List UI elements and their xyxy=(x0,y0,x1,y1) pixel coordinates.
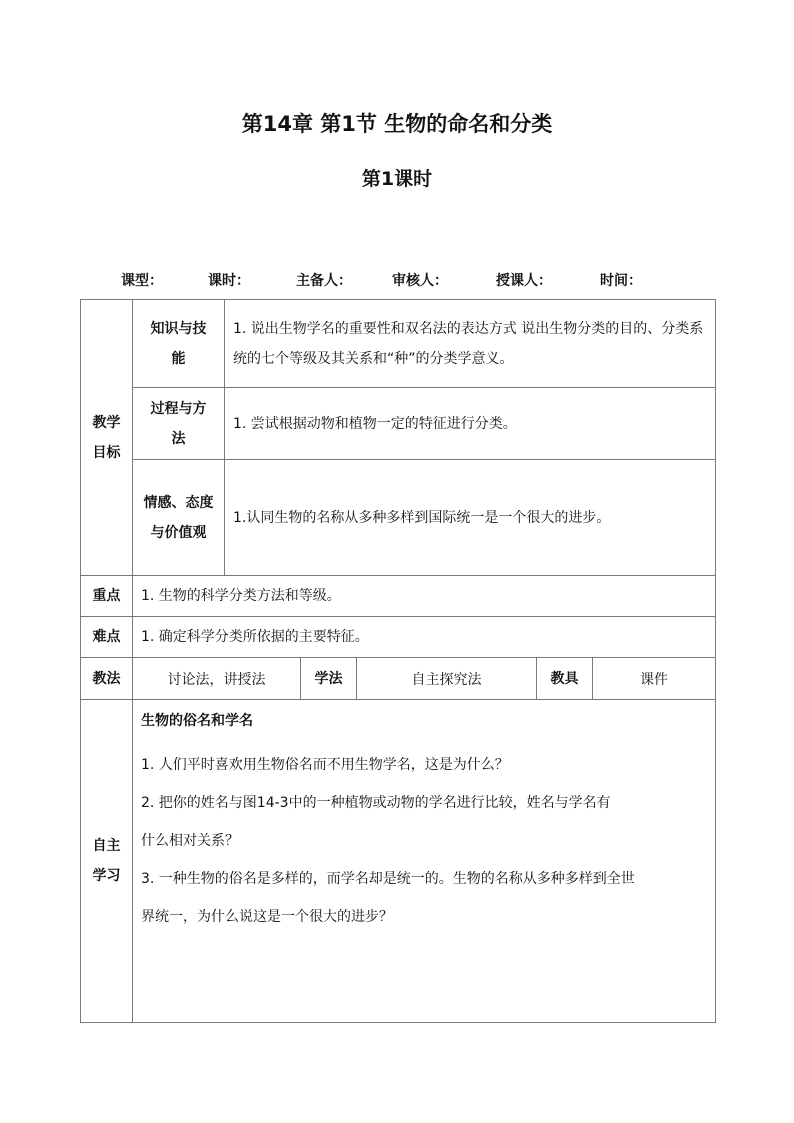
self-study-content xyxy=(133,700,716,1023)
self-study-question-2-line-1: 2. 把你的姓名与图14-3中的一种植物或动物的学名进行比较，姓名与学名有 xyxy=(141,795,611,811)
objectives-label: 教学 目标 xyxy=(81,300,133,576)
meta-lesson-type: 课型： xyxy=(121,273,163,289)
page-title: 第14章 第1节 生物的命名和分类 xyxy=(241,112,553,136)
knowledge-content: 1. 说出生物学名的重要性和双名法的表达方式 说出生物分类的目的、分类系统的七个等级及其关系和“种”的分类学意义。 xyxy=(225,300,716,388)
knowledge-label: 知识与技 能 xyxy=(133,300,225,388)
meta-teacher: 授课人： xyxy=(496,273,552,289)
difficulty-content: 1. 确定科学分类所依据的主要特征。 xyxy=(133,617,716,658)
page-subtitle: 第1课时 xyxy=(361,168,433,190)
self-study-question-2-line-2: 什么相对关系？ xyxy=(141,833,239,849)
key-point-label: 重点 xyxy=(81,576,133,617)
self-study-question-3-line-1: 3. 一种生物的俗名是多样的，而学名却是统一的。生物的名称从多种多样到全世 xyxy=(141,871,635,887)
teaching-method-label: 教法 xyxy=(81,658,133,700)
teaching-tools-value: 课件 xyxy=(593,658,716,700)
learning-method-label: 学法 xyxy=(301,658,357,700)
difficulty-label: 难点 xyxy=(81,617,133,658)
self-study-question-3-line-2: 界统一，为什么说这是一个很大的进步？ xyxy=(141,909,393,925)
process-label: 过程与方 法 xyxy=(133,388,225,460)
attitude-content: 1.认同生物的名称从多种多样到国际统一是一个很大的进步。 xyxy=(225,460,716,576)
attitude-label: 情感、态度 与价值观 xyxy=(133,460,225,576)
meta-preparer: 主备人： xyxy=(296,273,352,289)
learning-method-value: 自主探究法 xyxy=(357,658,537,700)
self-study-label: 自主 学习 xyxy=(81,700,133,1023)
lesson-plan-table xyxy=(80,299,716,1023)
self-study-heading: 生物的俗名和学名 xyxy=(141,713,253,729)
meta-time: 时间： xyxy=(600,273,642,289)
teaching-tools-label: 教具 xyxy=(537,658,593,700)
key-point-content: 1. 生物的科学分类方法和等级。 xyxy=(133,576,716,617)
teaching-method-value: 讨论法，讲授法 xyxy=(133,658,301,700)
meta-period: 课时： xyxy=(208,273,250,289)
self-study-question-1: 1. 人们平时喜欢用生物俗名而不用生物学名，这是为什么？ xyxy=(141,757,509,773)
meta-reviewer: 审核人： xyxy=(392,273,448,289)
process-content: 1. 尝试根据动物和植物一定的特征进行分类。 xyxy=(225,388,716,460)
